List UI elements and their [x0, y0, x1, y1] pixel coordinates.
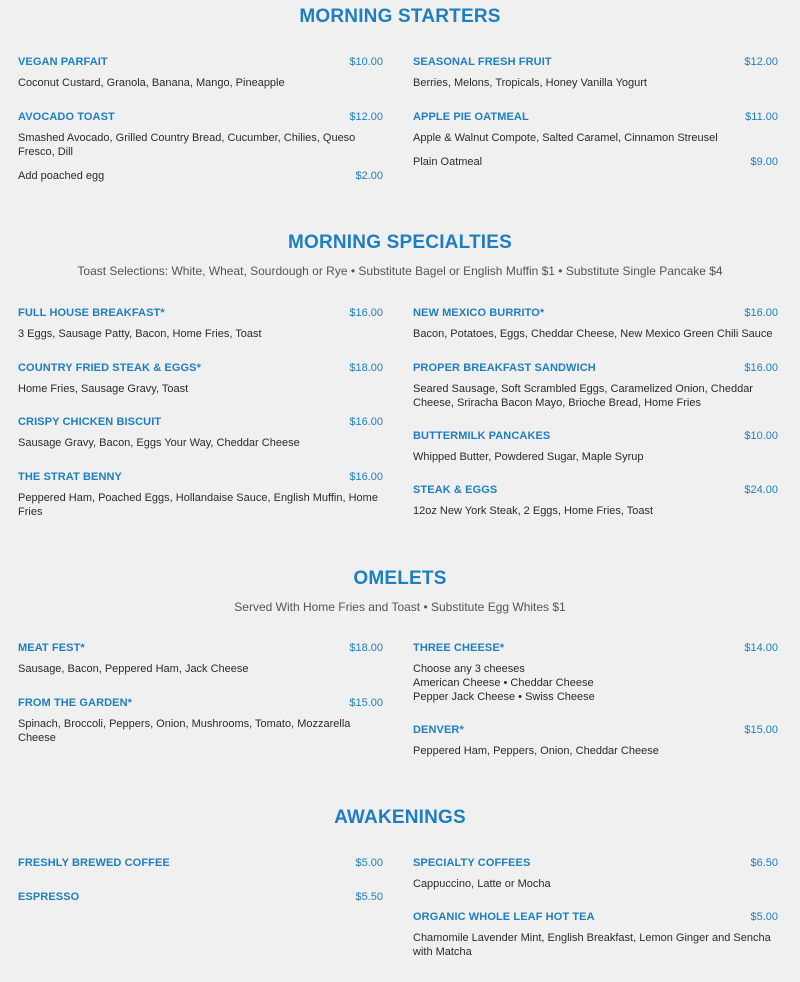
item-description: Whipped Butter, Powdered Sugar, Maple Syrup: [413, 451, 644, 463]
menu-item: [18, 307, 383, 341]
item-price: $5.00: [750, 911, 778, 923]
item-name: VEGAN PARFAIT: [18, 56, 108, 68]
menu-item: [18, 857, 383, 869]
addon-label: Add poached egg: [18, 170, 105, 182]
item-description: Apple & Walnut Compote, Salted Caramel, Cinnamon Streusel: [413, 132, 718, 144]
item-name: FRESHLY BREWED COFFEE: [18, 857, 170, 869]
item-price: $15.00: [349, 697, 383, 709]
item-description: Cappuccino, Latte or Mocha: [413, 878, 551, 890]
item-price: $16.00: [744, 362, 778, 374]
item-addon: [413, 156, 778, 168]
item-price: $6.50: [750, 857, 778, 869]
item-description: 3 Eggs, Sausage Patty, Bacon, Home Fries, Toast: [18, 328, 262, 340]
menu-item: [18, 642, 383, 676]
item-description: Sausage Gravy, Bacon, Eggs Your Way, Cheddar Cheese: [18, 437, 300, 449]
menu-item: [18, 697, 383, 745]
menu-item: [18, 111, 383, 159]
menu-item: [413, 307, 778, 341]
item-name: THREE CHEESE*: [413, 642, 505, 654]
menu-item: [413, 362, 778, 410]
item-addon: [18, 170, 383, 182]
section-title-awakenings: AWAKENINGS: [334, 807, 466, 828]
menu-item: [413, 642, 778, 704]
item-name: BUTTERMILK PANCAKES: [413, 430, 551, 442]
item-description: Smashed Avocado, Grilled Country Bread, Cucumber, Chilies, Queso Fresco, Dill: [18, 132, 356, 158]
item-name: AVOCADO TOAST: [18, 111, 115, 123]
item-name: FULL HOUSE BREAKFAST*: [18, 307, 165, 319]
item-name: SPECIALTY COFFEES: [413, 857, 531, 869]
item-price: $16.00: [349, 471, 383, 483]
item-price: $14.00: [744, 642, 778, 654]
item-price: $16.00: [349, 307, 383, 319]
addon-price: $2.00: [355, 170, 383, 182]
item-description: Berries, Melons, Tropicals, Honey Vanilla Yogurt: [413, 77, 647, 89]
section-title-morning-starters: MORNING STARTERS: [299, 6, 501, 27]
item-price: $16.00: [349, 416, 383, 428]
menu-item: [18, 471, 383, 519]
section-title-omelets: OMELETS: [353, 568, 447, 589]
item-price: $12.00: [744, 56, 778, 68]
item-name: DENVER*: [413, 724, 464, 736]
item-description: Seared Sausage, Soft Scrambled Eggs, Caramelized Onion, Cheddar Cheese, Sriracha Bacon Mayo, Brioche Bread, Home Fries: [413, 383, 753, 409]
item-description: [413, 662, 778, 704]
menu-item: [413, 111, 778, 145]
item-description: Peppered Ham, Peppers, Onion, Cheddar Cheese: [413, 745, 659, 757]
desc-line: Choose any 3 cheeses: [413, 663, 525, 675]
menu-item: [413, 56, 778, 90]
menu-item: [413, 724, 778, 758]
item-name: APPLE PIE OATMEAL: [413, 111, 529, 123]
item-name: ESPRESSO: [18, 891, 80, 903]
item-description: Chamomile Lavender Mint, English Breakfast, Lemon Ginger and Sencha with Matcha: [413, 932, 771, 958]
item-description: Peppered Ham, Poached Eggs, Hollandaise Sauce, English Muffin, Home Fries: [18, 492, 378, 518]
item-price: $18.00: [349, 642, 383, 654]
addon-label: Plain Oatmeal: [413, 156, 483, 168]
item-name: SEASONAL FRESH FRUIT: [413, 56, 552, 68]
menu-item: [18, 416, 383, 450]
menu-item: [413, 857, 778, 891]
item-description: Coconut Custard, Granola, Banana, Mango, Pineapple: [18, 77, 285, 89]
menu-item: [413, 484, 778, 518]
item-description: Sausage, Bacon, Peppered Ham, Jack Cheese: [18, 663, 249, 675]
item-name: COUNTRY FRIED STEAK & EGGS*: [18, 362, 201, 374]
item-description: 12oz New York Steak, 2 Eggs, Home Fries, Toast: [413, 505, 654, 517]
section-subtitle: Toast Selections: White, Wheat, Sourdough or Rye • Substitute Bagel or English Muffin $1 • Substitute Single Pancake $4: [77, 264, 723, 278]
item-name: STEAK & EGGS: [413, 484, 498, 496]
item-name: CRISPY CHICKEN BISCUIT: [18, 416, 162, 428]
menu-item: [18, 891, 383, 903]
item-name: NEW MEXICO BURRITO*: [413, 307, 545, 319]
item-name: FROM THE GARDEN*: [18, 697, 133, 709]
section-subtitle: Served With Home Fries and Toast • Substitute Egg Whites $1: [234, 600, 566, 614]
item-description: Spinach, Broccoli, Peppers, Onion, Mushrooms, Tomato, Mozzarella Cheese: [18, 718, 351, 744]
item-price: $16.00: [744, 307, 778, 319]
item-price: $15.00: [744, 724, 778, 736]
item-price: $5.50: [355, 891, 383, 903]
item-price: $18.00: [349, 362, 383, 374]
item-description: Bacon, Potatoes, Eggs, Cheddar Cheese, New Mexico Green Chili Sauce: [413, 328, 773, 340]
item-price: $10.00: [349, 56, 383, 68]
menu-item: [18, 56, 383, 90]
item-description: Home Fries, Sausage Gravy, Toast: [18, 383, 189, 395]
addon-price: $9.00: [750, 156, 778, 168]
menu-item: [18, 362, 383, 396]
menu-item: [413, 911, 778, 959]
item-name: PROPER BREAKFAST SANDWICH: [413, 362, 596, 374]
item-price: $12.00: [349, 111, 383, 123]
item-name: ORGANIC WHOLE LEAF HOT TEA: [413, 911, 595, 923]
item-name: THE STRAT BENNY: [18, 471, 122, 483]
item-name: MEAT FEST*: [18, 642, 85, 654]
menu-item: [413, 430, 778, 464]
item-price: $11.00: [745, 111, 778, 123]
item-price: $24.00: [744, 484, 778, 496]
desc-line: American Cheese • Cheddar Cheese: [413, 677, 594, 689]
section-title-morning-specialties: MORNING SPECIALTIES: [287, 232, 513, 253]
item-price: $5.00: [355, 857, 383, 869]
desc-line: Pepper Jack Cheese • Swiss Cheese: [413, 691, 595, 703]
item-price: $10.00: [744, 430, 778, 442]
